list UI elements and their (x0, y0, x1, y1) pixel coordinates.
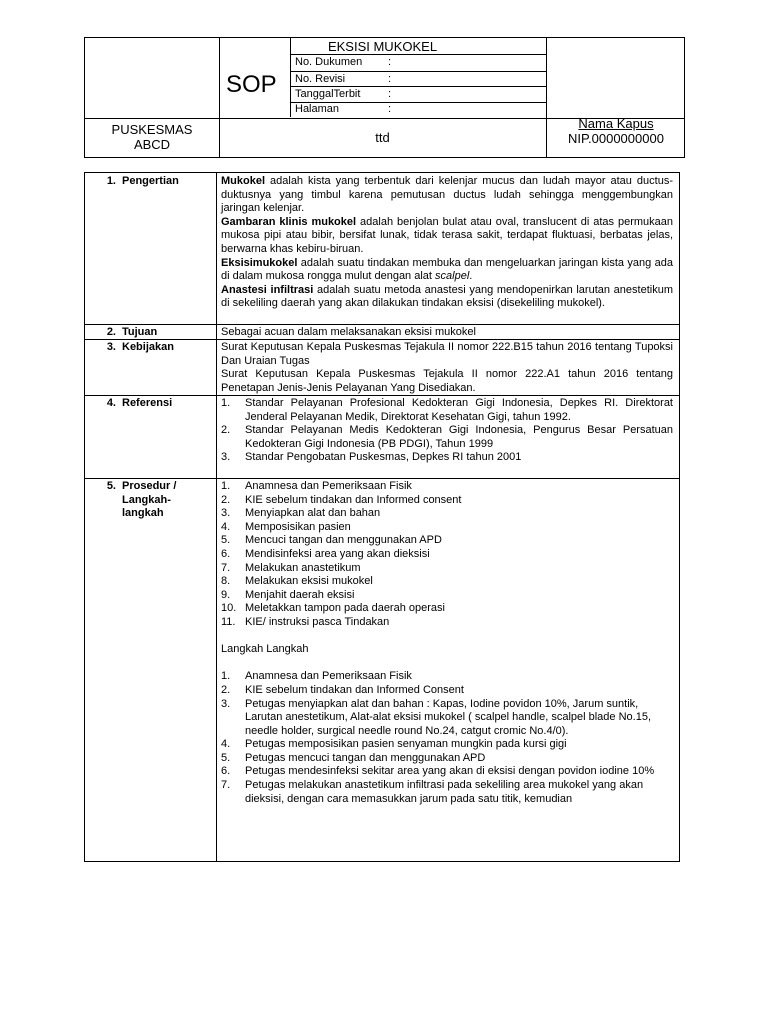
paragraph-eksisi (221, 257, 673, 284)
list-item (221, 698, 673, 739)
item-number: 2. (221, 683, 231, 696)
row-title: Prosedur / (122, 480, 177, 492)
term: Eksisimukokel (221, 256, 298, 269)
kapus-nip: NIP.0000000000 (568, 131, 664, 146)
list-item (221, 494, 673, 508)
item-number: 10. (221, 602, 237, 615)
list-item (221, 752, 673, 766)
item-number: 6. (221, 765, 231, 778)
paragraph-mukokel (221, 175, 673, 216)
row-number: 3. (106, 341, 116, 353)
item-text: Melakukan eksisi mukokel (245, 575, 373, 588)
meta-row-halaman (291, 101, 545, 118)
meta-label: No. Revisi (295, 73, 346, 85)
meta-label: TanggalTerbit (295, 88, 361, 100)
item-text: Anamnesa dan Pemeriksaan Fisik (245, 670, 412, 683)
item-text: Meletakkan tampon pada daerah operasi (245, 602, 445, 615)
list-item (221, 534, 673, 548)
row-title: Langkah- (122, 493, 171, 506)
item-text: Melakukan anastetikum (245, 561, 361, 574)
document-title: EKSISI MUKOKEL (327, 39, 438, 54)
langkah-heading: Langkah Langkah (221, 643, 309, 656)
item-number: 7. (221, 561, 231, 574)
row-number: 1. (106, 175, 116, 187)
row-number: 5. (106, 480, 116, 492)
meta-row-dokumen (291, 54, 545, 71)
list-item (221, 670, 673, 684)
list-item (221, 738, 673, 752)
org-name (85, 122, 219, 152)
row-label-tujuan (95, 326, 213, 340)
meta-colon: : (388, 56, 392, 68)
row-number: 4. (106, 397, 116, 409)
row-divider (85, 324, 679, 325)
reference-list (221, 397, 673, 465)
list-item (221, 521, 673, 535)
row-title: Referensi (122, 397, 173, 409)
item-number: 9. (221, 588, 231, 601)
kapus-block (546, 116, 686, 146)
item-text: Menyiapkan alat dan bahan (245, 507, 381, 520)
item-text: Mencuci tangan dan menggunakan APD (245, 534, 442, 547)
procedure-list (221, 480, 673, 630)
row-content-tujuan: Sebagai acuan dalam melaksanakan eksisi mukokel (221, 326, 476, 338)
list-item (221, 548, 673, 562)
row-title: langkah (122, 507, 164, 520)
meta-label: No. Dukumen (295, 56, 363, 68)
list-item (221, 616, 673, 630)
row-content-kebijakan (221, 341, 673, 395)
item-text: Petugas mencuci tangan dan menggunakan APD (245, 751, 486, 764)
sop-label: SOP (226, 71, 277, 98)
item-number: 2. (221, 424, 231, 437)
row-content-prosedur (221, 480, 673, 806)
list-item (221, 480, 673, 494)
row-title: Kebijakan (122, 341, 174, 353)
item-number: 1. (221, 397, 231, 409)
row-title: Tujuan (122, 326, 158, 338)
row-divider (85, 395, 679, 396)
item-number: 2. (221, 493, 231, 506)
item-text: Mendisinfeksi area yang akan dieksisi (245, 547, 430, 560)
meta-label: Halaman (295, 103, 340, 115)
kapus-name: Nama Kapus (578, 116, 654, 131)
row-divider (85, 339, 679, 340)
term: Mukokel (221, 175, 266, 187)
list-item (221, 765, 673, 779)
row-label-kebijakan (95, 341, 213, 355)
row-label-prosedur (95, 480, 213, 521)
punctuation: . (469, 270, 473, 283)
item-text: KIE sebelum tindakan dan Informed Consent (245, 683, 464, 696)
list-item (221, 451, 673, 465)
row-title: Pengertian (122, 175, 179, 187)
definition: adalah benjolan bulat atau oval, translucent di atas permukaan mukosa pipi atau bibir, bersifat lunak, tidak terasa sakit, terdapat fluktuasi, berbatas jelas, berwarna khas kebiru-biruan. (221, 215, 673, 255)
row-content-referensi (221, 397, 673, 465)
list-item (221, 602, 673, 616)
item-text: Standar Pelayanan Profesional Kedokteran Gigi Indonesia, Depkes RI. Direktorat Jenderal Pelayanan Medik, Direktorat Kesehatan Gigi, tahun 1992. (245, 397, 673, 423)
row-label-pengertian (95, 175, 213, 189)
policy-paragraph: Surat Keputusan Kepala Puskesmas Tejakula II nomor 222.B15 tahun 2016 tentang Tupoksi Dan Uraian Tugas (221, 341, 673, 367)
term: Gambaran klinis mukokel (221, 215, 357, 228)
list-item (221, 779, 673, 806)
org-line-2: ABCD (133, 137, 171, 152)
row-label-referensi (95, 397, 213, 411)
policy-paragraph: Surat Keputusan Kepala Puskesmas Tejakula II nomor 222.A1 tahun 2016 tentang Penetapan Jenis-Jenis Pelayanan Yang Disediakan. (221, 368, 673, 394)
item-text: Standar Pelayanan Medis Kedokteran Gigi Indonesia, Pengurus Besar Persatuan Kedokteran Gigi Indonesia (PB PDGI), Tahun 1999 (245, 424, 673, 450)
list-item (221, 424, 673, 451)
item-text: Petugas memposisikan pasien senyaman mungkin pada kursi gigi (245, 738, 567, 751)
meta-colon: : (388, 73, 392, 85)
meta-colon: : (388, 88, 392, 100)
paragraph-anastesi (221, 284, 673, 311)
item-number: 7. (221, 779, 231, 792)
item-number: 5. (221, 534, 231, 547)
paragraph-gambaran-klinis (221, 216, 673, 257)
item-number: 3. (221, 451, 231, 464)
definition: adalah kista yang terbentuk dari kelenjar mucus dan ludah mayor atau ductus-duktusnya yang timbul karena pemutusan ductus ludah sehingga menggembungkan jaringan kelenjar. (221, 175, 673, 215)
steps-list (221, 670, 673, 806)
list-item (221, 507, 673, 521)
item-text: Petugas melakukan anastetikum infiltrasi pada sekeliling area mukokel yang akan dieksisi, dengan cara memasukkan jarum pada satu titik, kemudian (245, 779, 644, 805)
definition: adalah suatu metoda anastesi yang mendopenirkan larutan anestetikum di sekeliling daerah yang akan dilakukan tindakan eksisi (disekeliling mukokel). (221, 283, 673, 310)
item-text: Anamnesa dan Pemeriksaan Fisik (245, 480, 412, 492)
item-number: 8. (221, 575, 231, 588)
item-number: 5. (221, 751, 231, 764)
item-text: KIE sebelum tindakan dan Informed consent (245, 493, 462, 506)
item-number: 4. (221, 738, 231, 751)
term: Anastesi infiltrasi (221, 283, 314, 296)
item-text: Menjahit daerah eksisi (245, 588, 355, 601)
item-number: 6. (221, 547, 231, 560)
item-text: KIE/ instruksi pasca Tindakan (245, 615, 390, 628)
list-item (221, 684, 673, 698)
column-divider (216, 173, 217, 861)
item-number: 1. (221, 670, 231, 683)
definition: adalah suatu tindakan membuka dan mengeluarkan jaringan kista yang ada di dalam mukosa rongga mulut dengan alat (221, 256, 673, 283)
list-item (221, 397, 673, 424)
list-item (221, 575, 673, 589)
item-number: 4. (221, 520, 231, 533)
italic-term: scalpel (435, 270, 470, 283)
item-number: 1. (221, 480, 231, 492)
row-content-pengertian (221, 175, 673, 311)
list-item (221, 589, 673, 603)
meta-colon: : (388, 103, 392, 115)
item-text: Memposisikan pasien (245, 520, 351, 533)
org-line-1: PUSKESMAS (111, 122, 193, 137)
item-text: Standar Pengobatan Puskesmas, Depkes RI tahun 2001 (245, 451, 522, 464)
item-text: Petugas mendesinfeksi sekitar area yang akan di eksisi dengan povidon iodine 10% (245, 765, 655, 778)
signature-ttd: ttd (375, 130, 390, 145)
sop-body-table (84, 172, 680, 862)
item-number: 3. (221, 697, 231, 710)
item-text: Petugas menyiapkan alat dan bahan : Kapas, Iodine povidon 10%, Jarum suntik, Larutan anestetikum, Alat-alat eksisi mukokel ( scalpel handle, scalpel blade No.15, needle holder, surgical needle round No.24, catgut cromic No.4/0). (245, 697, 652, 737)
list-item (221, 562, 673, 576)
row-divider (85, 478, 679, 479)
row-number: 2. (106, 326, 116, 338)
item-number: 3. (221, 507, 231, 520)
item-number: 11. (221, 615, 236, 628)
